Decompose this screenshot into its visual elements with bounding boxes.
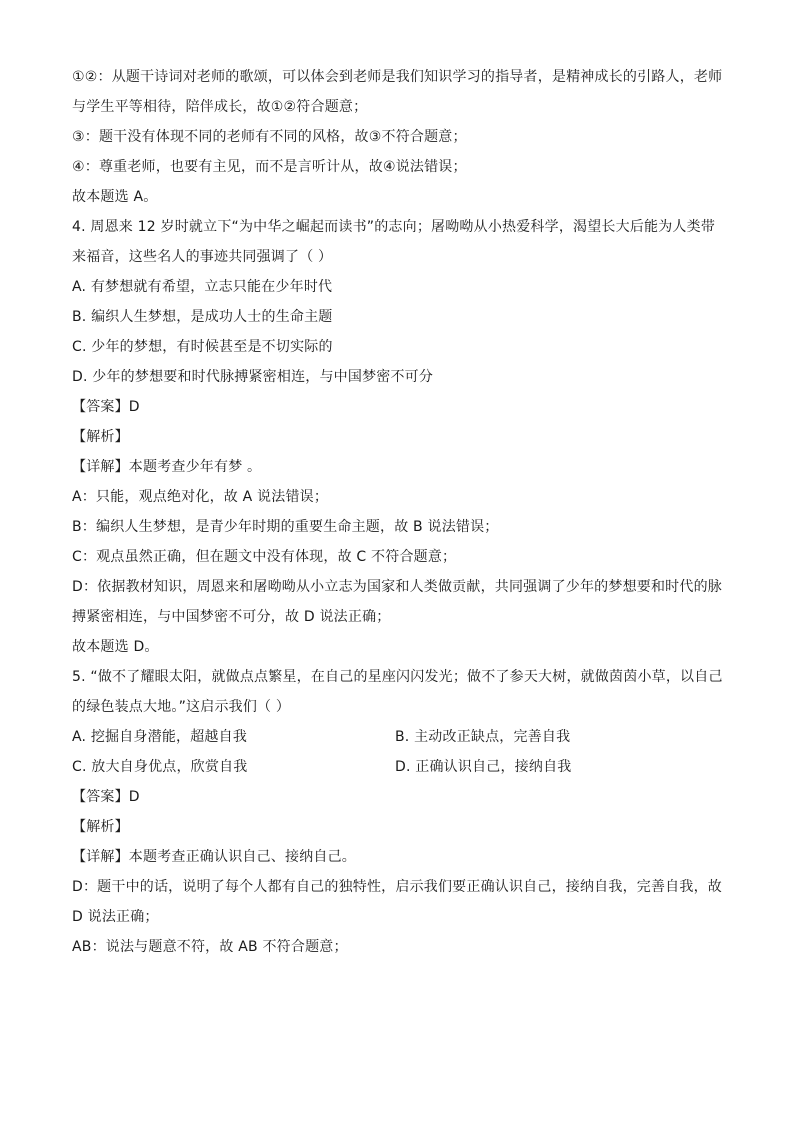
detail-line: 【详解】本题考查正确认识自己、接纳自己。 — [72, 849, 356, 865]
analysis-label: 【解析】 — [72, 819, 129, 835]
option-b: B. 编织人生梦想，是成功人士的生命主题 — [72, 309, 333, 325]
question-5-stem: 5. “做不了耀眼太阳，就做点点繁星，在自己的星座闪闪发光；做不了参天大树，就做茵茵小草，以自己 — [72, 669, 723, 685]
text-line: 故本题选 A。 — [72, 189, 158, 205]
text-line: 与学生平等相待，陪伴成长，故①②符合题意； — [72, 99, 368, 115]
option-d: D. 正确认识自己，接纳自我 — [395, 759, 572, 775]
text-line: D：题干中的话，说明了每个人都有自己的独特性，启示我们要正确认识自己，接纳自我，完善自我，故 — [72, 879, 722, 895]
answer-label: 【答案】D — [72, 399, 140, 415]
answer-label: 【答案】D — [72, 789, 140, 805]
option-a: A. 有梦想就有希望，立志只能在少年时代 — [72, 279, 333, 295]
option-d: D. 少年的梦想要和时代脉搏紧密相连，与中国梦密不可分 — [72, 369, 434, 385]
text-line: A：只能，观点绝对化，故 A 说法错误； — [72, 489, 329, 505]
option-c: C. 少年的梦想，有时候甚至是不切实际的 — [72, 339, 333, 355]
text-line: D：依据教材知识，周恩来和屠呦呦从小立志为国家和人类做贡献，共同强调了少年的梦想要和时代的脉 — [72, 579, 722, 595]
question-4-stem-cont: 来福音，这些名人的事迹共同强调了（ ） — [72, 249, 333, 265]
text-line: 故本题选 D。 — [72, 639, 159, 655]
text-line: ①②：从题干诗词对老师的歌颂，可以体会到老师是我们知识学习的指导者，是精神成长的引路人，老师 — [72, 69, 723, 85]
option-a: A. 挖掘自身潜能，超越自我 — [72, 729, 248, 745]
question-4-stem: 4. 周恩来 12 岁时就立下“为中华之崛起而读书”的志向；屠呦呦从小热爱科学，渴望长大后能为人类带 — [72, 219, 716, 235]
options-row — [72, 752, 724, 782]
options-row — [72, 722, 724, 752]
text-line: 搏紧密相连，与中国梦密不可分，故 D 说法正确； — [72, 609, 391, 625]
analysis-label: 【解析】 — [72, 429, 129, 445]
text-line: AB：说法与题意不符，故 AB 不符合题意； — [72, 939, 348, 955]
document-page — [72, 62, 724, 962]
text-line: C：观点虽然正确，但在题文中没有体现，故 C 不符合题意； — [72, 549, 457, 565]
question-5-stem-cont: 的绿色装点大地。”这启示我们（ ） — [72, 699, 291, 715]
detail-line: 【详解】本题考查少年有梦 。 — [72, 459, 262, 475]
text-line: B：编织人生梦想，是青少年时期的重要生命主题，故 B 说法错误； — [72, 519, 499, 535]
text-line: ④：尊重老师，也要有主见，而不是言听计从，故④说法错误； — [72, 159, 467, 175]
option-c: C. 放大自身优点，欣赏自我 — [72, 759, 248, 775]
text-line: D 说法正确； — [72, 909, 159, 925]
text-line: ③：题干没有体现不同的老师有不同的风格，故③不符合题意； — [72, 129, 467, 145]
option-b: B. 主动改正缺点，完善自我 — [395, 729, 571, 745]
